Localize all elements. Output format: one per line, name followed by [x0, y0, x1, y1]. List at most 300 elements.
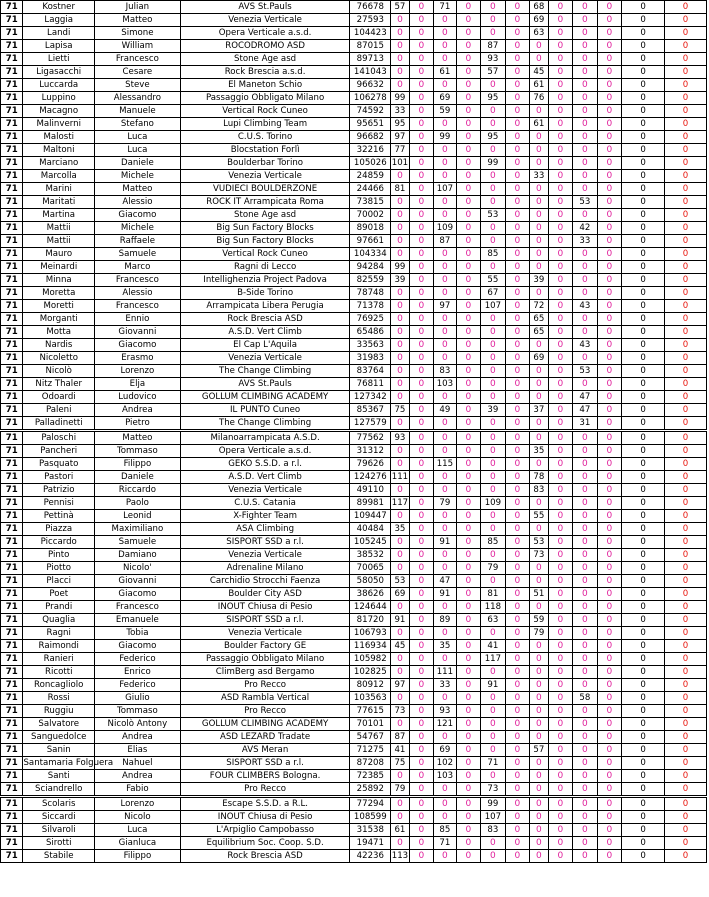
score-cell: 0	[548, 679, 573, 692]
rank-cell: 71	[1, 731, 23, 744]
id-cell: 116934	[350, 640, 391, 653]
table-row	[1, 601, 707, 614]
club-cell: Venezia Verticale	[180, 170, 350, 183]
id-cell: 38626	[350, 588, 391, 601]
score-cell: 0	[409, 183, 434, 196]
club-cell: Venezia Verticale	[180, 627, 350, 640]
score-cell: 0	[530, 417, 548, 431]
score-cell: 0	[456, 497, 481, 510]
table-row	[1, 837, 707, 850]
score-cell: 0	[391, 209, 409, 222]
id-cell: 105245	[350, 536, 391, 549]
score-cell: 0	[409, 770, 434, 783]
score-cell: 0	[597, 627, 622, 640]
score-cell: 0	[481, 183, 506, 196]
score-cell: 0	[409, 536, 434, 549]
score-cell: 76	[530, 92, 548, 105]
firstname-cell: Riccardo	[94, 484, 180, 497]
score-cell: 0	[573, 458, 598, 471]
firstname-cell: Lorenzo	[94, 797, 180, 811]
score-cell: 0	[573, 79, 598, 92]
id-cell: 89981	[350, 497, 391, 510]
score-cell: 0	[434, 170, 456, 183]
score-cell: 0	[456, 222, 481, 235]
rank-cell: 71	[1, 718, 23, 731]
score-cell: 45	[530, 66, 548, 79]
score-cell: 0	[573, 431, 598, 445]
score-cell: 0	[597, 157, 622, 170]
score-cell: 0	[409, 588, 434, 601]
table-row	[1, 53, 707, 66]
id-cell: 102825	[350, 666, 391, 679]
score-cell: 0	[434, 261, 456, 274]
score-cell: 0	[597, 131, 622, 144]
club-cell: Big Sun Factory Blocks	[180, 222, 350, 235]
score-cell: 77	[391, 144, 409, 157]
club-cell: Rock Brescia ASD	[180, 850, 350, 863]
score-cell: 0	[505, 484, 530, 497]
score-cell: 79	[530, 627, 548, 640]
table-row	[1, 365, 707, 378]
firstname-cell: Steve	[94, 79, 180, 92]
score-cell: 0	[530, 666, 548, 679]
score-cell: 0	[481, 27, 506, 40]
score-cell: 0	[505, 811, 530, 824]
points-cell: 0	[665, 105, 707, 118]
score-cell: 0	[409, 562, 434, 575]
surname-cell: Santamaria Folguera	[23, 758, 114, 768]
score-cell: 69	[434, 92, 456, 105]
score-cell: 0	[548, 588, 573, 601]
id-cell: 124276	[350, 471, 391, 484]
score-cell: 0	[548, 731, 573, 744]
score-cell: 0	[505, 118, 530, 131]
score-cell: 0	[505, 248, 530, 261]
score-cell: 0	[548, 14, 573, 27]
score-cell: 0	[548, 549, 573, 562]
score-cell: 0	[530, 222, 548, 235]
table-row	[1, 471, 707, 484]
rank-cell: 71	[1, 471, 23, 484]
total-cell: 0	[622, 797, 665, 811]
score-cell: 85	[481, 248, 506, 261]
club-cell: Pro Recco	[180, 783, 350, 797]
id-cell: 79626	[350, 458, 391, 471]
score-cell: 65	[530, 326, 548, 339]
score-cell: 0	[548, 797, 573, 811]
surname-cell: Paloschi	[23, 431, 95, 445]
table-row	[1, 666, 707, 679]
score-cell: 0	[409, 458, 434, 471]
score-cell: 0	[409, 1, 434, 14]
points-cell: 0	[665, 757, 707, 770]
score-cell: 75	[391, 404, 409, 417]
score-cell: 0	[391, 79, 409, 92]
score-cell: 0	[548, 640, 573, 653]
firstname-cell: Luca	[94, 824, 180, 837]
surname-cell: Morganti	[23, 313, 95, 326]
score-cell: 0	[409, 300, 434, 313]
score-cell: 0	[548, 261, 573, 274]
score-cell: 0	[456, 588, 481, 601]
surname-cell: Salvatore	[23, 718, 95, 731]
score-cell: 0	[409, 339, 434, 352]
score-cell: 0	[548, 118, 573, 131]
id-cell: 141043	[350, 66, 391, 79]
rank-cell: 71	[1, 196, 23, 209]
points-cell: 0	[665, 222, 707, 235]
score-cell: 0	[505, 783, 530, 797]
firstname-cell: Luca	[94, 144, 180, 157]
score-cell: 0	[597, 510, 622, 523]
surname-cell: Maltoni	[23, 144, 95, 157]
score-cell: 95	[481, 92, 506, 105]
surname-cell: Odoardi	[23, 391, 95, 404]
score-cell: 71	[434, 1, 456, 14]
rank-cell: 71	[1, 248, 23, 261]
score-cell: 0	[548, 196, 573, 209]
score-cell: 0	[573, 157, 598, 170]
id-cell: 89713	[350, 53, 391, 66]
club-cell: Big Sun Factory Blocks	[180, 235, 350, 248]
score-cell: 0	[456, 300, 481, 313]
score-cell: 0	[597, 1, 622, 14]
surname-cell: Mauro	[23, 248, 95, 261]
total-cell: 0	[622, 850, 665, 863]
score-cell: 0	[573, 614, 598, 627]
score-cell: 0	[409, 261, 434, 274]
score-cell: 0	[548, 783, 573, 797]
score-cell: 0	[391, 170, 409, 183]
score-cell: 0	[456, 445, 481, 458]
club-cell: Equilibrium Soc. Coop. S.D.	[180, 837, 350, 850]
points-cell: 0	[665, 811, 707, 824]
score-cell: 0	[573, 352, 598, 365]
score-cell: 0	[548, 757, 573, 770]
score-cell: 0	[573, 744, 598, 757]
surname-cell: Sanin	[23, 744, 95, 757]
id-cell: 24466	[350, 183, 391, 196]
table-row	[1, 157, 707, 170]
score-cell: 0	[481, 523, 506, 536]
table-row	[1, 627, 707, 640]
points-cell: 0	[665, 536, 707, 549]
club-cell: VUDIECI BOULDERZONE	[180, 183, 350, 196]
total-cell: 0	[622, 235, 665, 248]
id-cell: 24859	[350, 170, 391, 183]
score-cell: 0	[434, 653, 456, 666]
points-cell: 0	[665, 235, 707, 248]
club-cell: Boulder City ASD	[180, 588, 350, 601]
score-cell: 53	[573, 196, 598, 209]
score-cell: 0	[548, 417, 573, 431]
id-cell: 33563	[350, 339, 391, 352]
score-cell: 0	[530, 105, 548, 118]
rank-cell: 71	[1, 352, 23, 365]
table-row	[1, 300, 707, 313]
total-cell: 0	[622, 458, 665, 471]
id-cell: 87015	[350, 40, 391, 53]
score-cell: 0	[530, 692, 548, 705]
score-cell: 0	[456, 352, 481, 365]
rank-cell: 71	[1, 627, 23, 640]
score-cell: 0	[530, 40, 548, 53]
score-cell: 0	[434, 484, 456, 497]
points-cell: 0	[665, 248, 707, 261]
score-cell: 0	[409, 40, 434, 53]
score-cell: 0	[456, 692, 481, 705]
score-cell: 0	[456, 731, 481, 744]
rank-cell: 71	[1, 562, 23, 575]
table-row	[1, 183, 707, 196]
firstname-cell: Raffaele	[94, 235, 180, 248]
club-cell: Passaggio Obbligato Milano	[180, 92, 350, 105]
points-cell: 0	[665, 445, 707, 458]
table-row	[1, 92, 707, 105]
points-cell: 0	[665, 14, 707, 27]
score-cell: 0	[505, 445, 530, 458]
total-cell: 0	[622, 588, 665, 601]
score-cell: 0	[573, 261, 598, 274]
score-cell: 0	[409, 666, 434, 679]
score-cell: 0	[548, 378, 573, 391]
club-cell: Milanoarrampicata A.S.D.	[180, 431, 350, 445]
points-cell: 0	[665, 679, 707, 692]
total-cell: 0	[622, 549, 665, 562]
id-cell: 78748	[350, 287, 391, 300]
score-cell: 0	[409, 53, 434, 66]
table-row	[1, 653, 707, 666]
points-cell: 0	[665, 378, 707, 391]
score-cell: 0	[409, 431, 434, 445]
total-cell: 0	[622, 744, 665, 757]
surname-cell: Pennisi	[23, 497, 95, 510]
score-cell: 58	[573, 692, 598, 705]
score-cell: 91	[481, 679, 506, 692]
score-cell: 0	[391, 66, 409, 79]
points-cell: 0	[665, 1, 707, 14]
score-cell: 0	[409, 510, 434, 523]
score-cell: 49	[434, 404, 456, 417]
score-cell: 97	[391, 131, 409, 144]
total-cell: 0	[622, 523, 665, 536]
score-cell: 0	[456, 209, 481, 222]
score-cell: 0	[573, 53, 598, 66]
total-cell: 0	[622, 170, 665, 183]
surname-cell: Quaglia	[23, 614, 95, 627]
firstname-cell: Tommaso	[94, 445, 180, 458]
score-cell: 0	[391, 196, 409, 209]
score-cell: 42	[573, 222, 598, 235]
total-cell: 0	[622, 222, 665, 235]
club-cell: Boulder Factory GE	[180, 640, 350, 653]
score-cell: 0	[530, 601, 548, 614]
score-cell: 0	[505, 313, 530, 326]
score-cell: 0	[456, 326, 481, 339]
score-cell: 0	[434, 562, 456, 575]
score-cell: 0	[391, 562, 409, 575]
score-cell: 0	[530, 757, 548, 770]
surname-cell: Roncagliolo	[23, 679, 95, 692]
total-cell: 0	[622, 417, 665, 431]
surname-cell: Paleni	[23, 404, 95, 417]
surname-cell: Laggia	[23, 14, 95, 27]
score-cell: 0	[573, 601, 598, 614]
firstname-cell: Matteo	[94, 431, 180, 445]
score-cell: 0	[505, 523, 530, 536]
points-cell: 0	[665, 209, 707, 222]
score-cell: 0	[391, 445, 409, 458]
total-cell: 0	[622, 1, 665, 14]
score-cell: 0	[505, 797, 530, 811]
surname-cell: Macagno	[23, 105, 95, 118]
table-row	[1, 391, 707, 404]
score-cell: 0	[409, 157, 434, 170]
table-row	[1, 287, 707, 300]
surname-cell: Ricotti	[23, 666, 95, 679]
score-cell: 0	[391, 510, 409, 523]
score-cell: 0	[548, 811, 573, 824]
score-cell: 0	[505, 1, 530, 14]
points-cell: 0	[665, 144, 707, 157]
table-row	[1, 79, 707, 92]
total-cell: 0	[622, 640, 665, 653]
score-cell: 0	[409, 523, 434, 536]
total-cell: 0	[622, 705, 665, 718]
score-cell: 0	[409, 497, 434, 510]
club-cell: GOLLUM CLIMBING ACADEMY	[180, 718, 350, 731]
total-cell: 0	[622, 378, 665, 391]
firstname-cell: Ludovico	[94, 391, 180, 404]
firstname-cell: Paolo	[94, 497, 180, 510]
points-cell: 0	[665, 601, 707, 614]
id-cell: 89018	[350, 222, 391, 235]
score-cell: 0	[597, 757, 622, 770]
id-cell: 19471	[350, 837, 391, 850]
club-cell: Vertical Rock Cuneo	[180, 248, 350, 261]
score-cell: 0	[391, 627, 409, 640]
score-cell: 0	[481, 14, 506, 27]
surname-cell: Martina	[23, 209, 95, 222]
surname-cell: Ragni	[23, 627, 95, 640]
firstname-cell: Federico	[94, 653, 180, 666]
score-cell: 0	[456, 1, 481, 14]
score-cell: 0	[548, 627, 573, 640]
surname-cell: Nitz Thaler	[23, 378, 95, 391]
table-row	[1, 378, 707, 391]
score-cell: 118	[481, 601, 506, 614]
score-cell: 0	[391, 770, 409, 783]
id-cell: 73815	[350, 196, 391, 209]
score-cell: 0	[505, 718, 530, 731]
id-cell: 127579	[350, 417, 391, 431]
score-cell: 107	[434, 183, 456, 196]
score-cell: 0	[456, 797, 481, 811]
score-cell: 0	[456, 614, 481, 627]
table-row	[1, 549, 707, 562]
score-cell: 0	[505, 627, 530, 640]
score-cell: 0	[505, 365, 530, 378]
firstname-cell: William	[94, 40, 180, 53]
club-cell: ASD LEZARD Tradate	[180, 731, 350, 744]
score-cell: 0	[505, 222, 530, 235]
rank-cell: 71	[1, 105, 23, 118]
score-cell: 0	[409, 640, 434, 653]
score-cell: 0	[548, 718, 573, 731]
score-cell: 0	[409, 705, 434, 718]
score-cell: 0	[481, 431, 506, 445]
rank-cell: 71	[1, 170, 23, 183]
id-cell: 32216	[350, 144, 391, 157]
rank-cell: 71	[1, 770, 23, 783]
rank-cell: 71	[1, 575, 23, 588]
score-cell: 0	[409, 731, 434, 744]
surname-cell: Palladinetti	[23, 417, 95, 431]
score-cell: 0	[391, 718, 409, 731]
score-cell: 0	[409, 837, 434, 850]
score-cell: 85	[481, 536, 506, 549]
score-cell: 0	[434, 248, 456, 261]
score-cell: 0	[456, 378, 481, 391]
score-cell: 0	[409, 718, 434, 731]
id-cell: 76678	[350, 1, 391, 14]
score-cell: 57	[481, 66, 506, 79]
surname-cell: Marini	[23, 183, 95, 196]
surname-cell: Piazza	[23, 523, 95, 536]
firstname-cell: Fabio	[94, 783, 180, 797]
score-cell: 0	[505, 274, 530, 287]
score-cell: 0	[597, 196, 622, 209]
score-cell: 0	[505, 588, 530, 601]
points-cell: 0	[665, 417, 707, 431]
score-cell: 0	[434, 471, 456, 484]
score-cell: 0	[456, 718, 481, 731]
score-cell: 53	[573, 365, 598, 378]
score-cell: 0	[391, 837, 409, 850]
score-cell: 0	[456, 653, 481, 666]
score-cell: 0	[548, 79, 573, 92]
score-cell: 0	[505, 144, 530, 157]
score-cell: 0	[597, 850, 622, 863]
id-cell: 83764	[350, 365, 391, 378]
score-cell: 0	[391, 235, 409, 248]
score-cell: 0	[481, 222, 506, 235]
score-cell: 0	[456, 666, 481, 679]
score-cell: 0	[409, 484, 434, 497]
club-cell: Opera Verticale a.s.d.	[180, 445, 350, 458]
total-cell: 0	[622, 105, 665, 118]
firstname-cell: Enrico	[94, 666, 180, 679]
score-cell: 0	[409, 391, 434, 404]
firstname-cell: Giulio	[94, 692, 180, 705]
score-cell: 0	[530, 157, 548, 170]
table-row	[1, 458, 707, 471]
id-cell: 124644	[350, 601, 391, 614]
club-cell: ASA Climbing	[180, 523, 350, 536]
firstname-cell: Tommaso	[94, 705, 180, 718]
score-cell: 0	[481, 744, 506, 757]
score-cell: 43	[573, 300, 598, 313]
total-cell: 0	[622, 731, 665, 744]
score-cell: 0	[456, 601, 481, 614]
id-cell: 77562	[350, 431, 391, 445]
score-cell: 87	[434, 235, 456, 248]
score-cell: 0	[434, 549, 456, 562]
firstname-cell: Francesco	[94, 300, 180, 313]
score-cell: 0	[573, 1, 598, 14]
id-cell: 77615	[350, 705, 391, 718]
score-cell: 83	[481, 824, 506, 837]
